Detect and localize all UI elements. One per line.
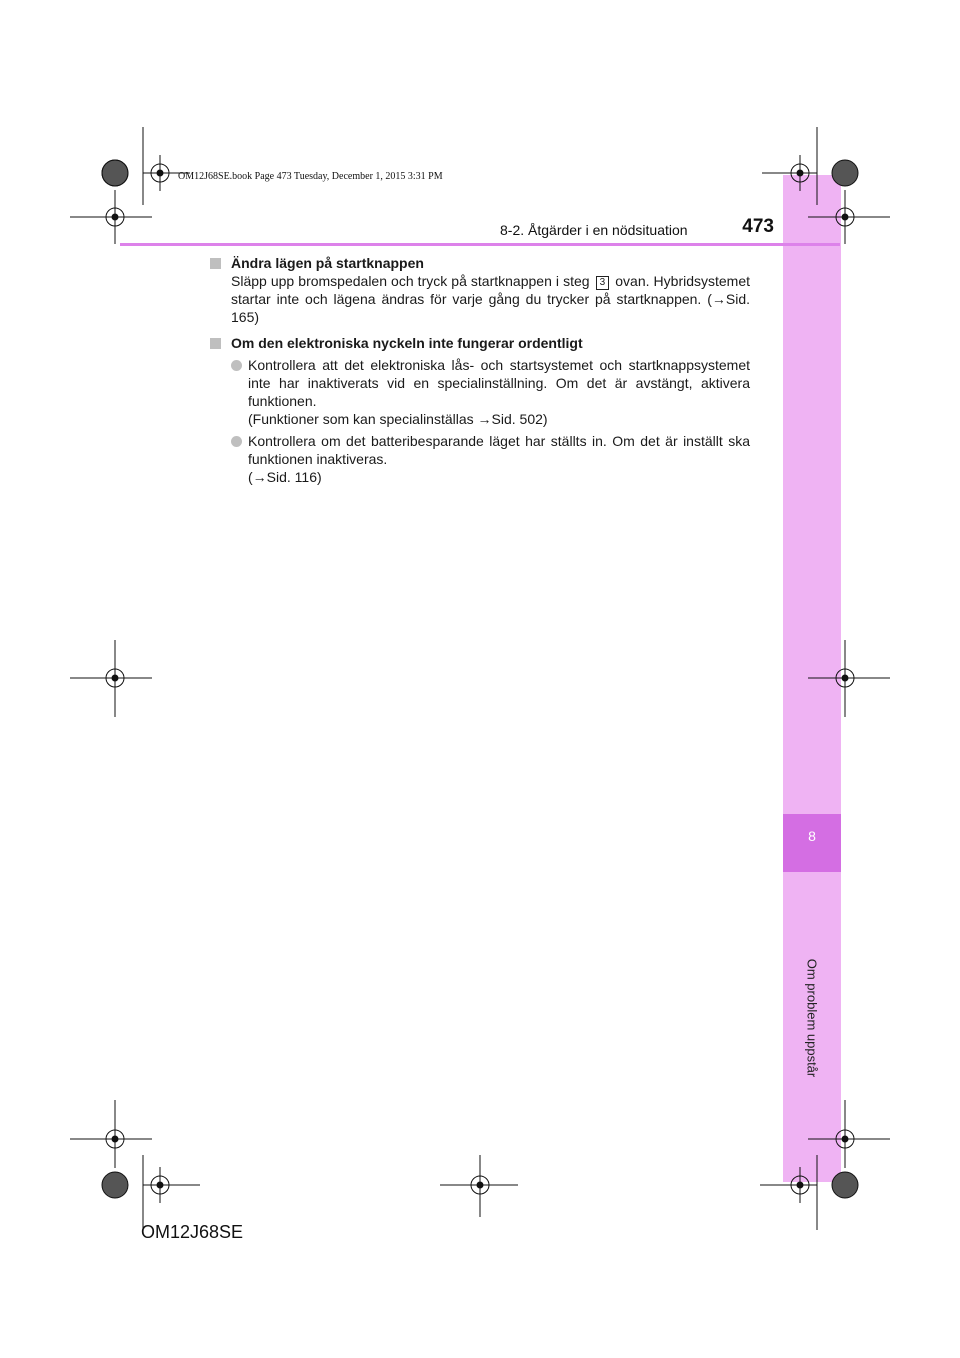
- page-number: 473: [742, 216, 774, 237]
- registration-crosshair-icon: [440, 1155, 518, 1217]
- list-item-text: Kontrollera om det batteribesparande läget har ställts in. Om det är inställt ska funktionen inaktiveras.: [248, 433, 750, 467]
- list-item-reference: (→Sid. 116): [248, 469, 322, 485]
- registration-crosshair-icon: [143, 1155, 200, 1230]
- list-item: [210, 356, 750, 428]
- section-title: 8-2. Åtgärder i en nödsituation: [500, 222, 688, 238]
- square-bullet-icon: [210, 338, 221, 349]
- list-item: [210, 432, 750, 486]
- registration-crosshair-icon: [70, 1100, 152, 1168]
- registration-crosshair-icon: [70, 190, 152, 244]
- page-content: [210, 254, 750, 486]
- section-heading: [210, 334, 750, 352]
- square-bullet-icon: [210, 258, 221, 269]
- registration-crosshair-icon: [143, 127, 190, 205]
- header-rule: [120, 243, 840, 246]
- registration-starburst-icon: [102, 160, 128, 186]
- chapter-number: 8: [808, 828, 816, 844]
- circle-bullet-icon: [231, 360, 242, 371]
- registration-starburst-icon: [102, 1172, 128, 1198]
- registration-crosshair-icon: [70, 640, 152, 717]
- paragraph-text: ovan. Hybridsystemet startar inte och lägena ändras för varje gång du trycker på startknappen. (→Sid. 165): [231, 273, 751, 325]
- section-heading-text: Om den elektroniska nyckeln inte fungerar ordentligt: [231, 335, 583, 351]
- chapter-label: Om problem uppstår: [804, 958, 820, 1078]
- section-heading-text: Ändra lägen på startknappen: [231, 255, 424, 271]
- list-item-text: Kontrollera att det elektroniska lås- och startsystemet och startknappsystemet inte har inaktiverats vid en specialinställning. Om det är avstängt, aktivera funktionen.: [248, 357, 750, 409]
- book-info: OM12J68SE.book Page 473 Tuesday, December 1, 2015 3:31 PM: [178, 171, 443, 182]
- list-item-reference: (Funktioner som kan specialinställas →Sid. 502): [248, 411, 548, 427]
- footer-code: OM12J68SE: [141, 1222, 244, 1242]
- paragraph: [210, 272, 750, 326]
- step-number-box: 3: [596, 276, 610, 290]
- section-heading: [210, 254, 750, 272]
- circle-bullet-icon: [231, 436, 242, 447]
- paragraph-text: Släpp upp bromspedalen och tryck på startknappen i steg: [231, 273, 590, 289]
